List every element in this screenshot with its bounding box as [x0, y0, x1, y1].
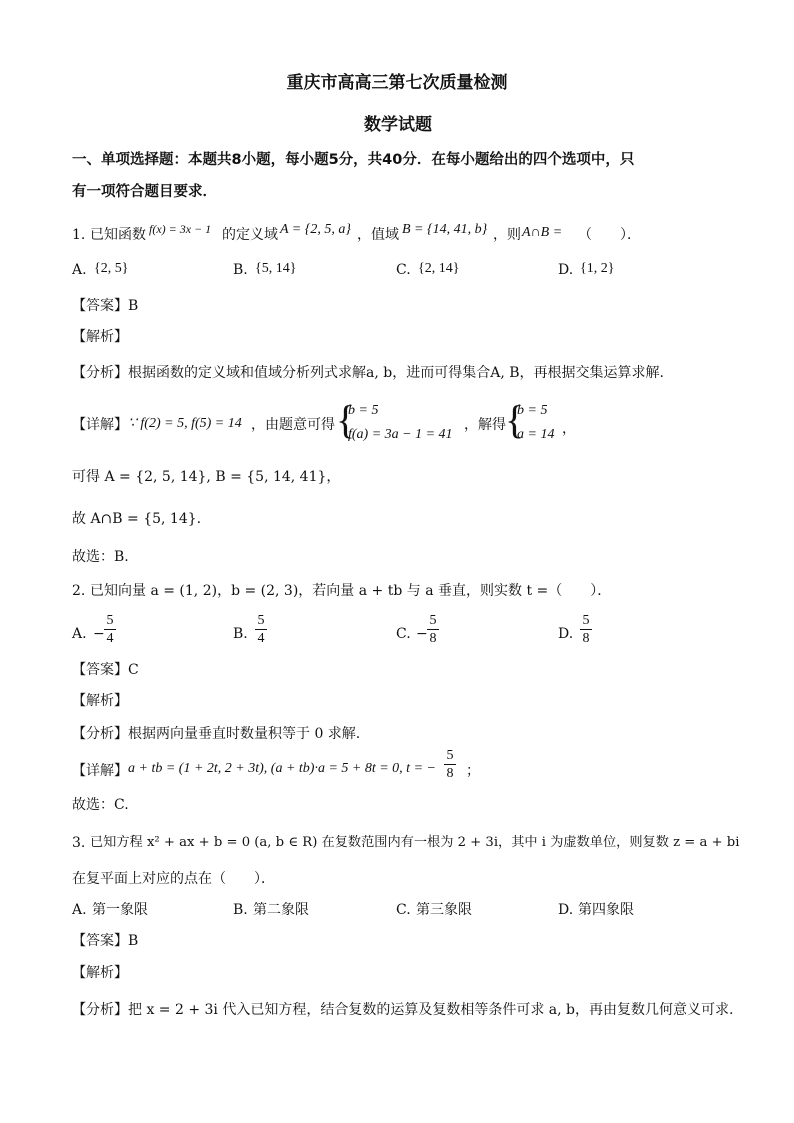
q1-system1-line2: f(a) = 3a − 1 = 41 — [348, 427, 453, 442]
q2-choose: 故选：C. — [72, 797, 129, 813]
q2-detail-fraction — [444, 748, 456, 781]
q3-fenxi: 把 x = 2 + 3i 代入已知方程，结合复数的运算及复数相等条件可求 a, b，再由复数几何意义可求. — [128, 1002, 734, 1018]
q2-option-b-label: B. — [233, 626, 248, 642]
q2-text: 已知向量 a = (1, 2)，b = (2, 3)，若向量 a + tb 与 a 垂直，则实数 t =（ ）． — [90, 583, 612, 599]
q2-option-d-label: D. — [558, 626, 574, 642]
q1-analysis-tag: 【解析】 — [72, 329, 128, 345]
q1-detail-tag: 【详解】 — [72, 417, 128, 433]
q2-option-d-fraction — [580, 613, 592, 646]
q1-option-a-label: A. — [72, 262, 87, 278]
q1-detail-d: ， — [562, 421, 576, 437]
q1-fenxi: 根据函数的定义域和值域分析列式求解a, b，进而可得集合A, B，再根据交集运算求解. — [128, 365, 664, 381]
q2-option-b-fraction — [255, 613, 267, 646]
q2-fenxi: 根据两向量垂直时数量积等于 0 求解. — [128, 726, 361, 742]
q3-option-d-label: D. — [558, 902, 574, 918]
q1-answer-tag: 【答案】 — [72, 298, 128, 314]
q3-option-b-value: 第二象限 — [253, 902, 309, 918]
q2-option-a-label: A. — [72, 626, 87, 642]
q1-option-b-value: {5, 14} — [255, 261, 297, 276]
q2-option-a-fraction — [104, 613, 116, 646]
q1-text-b: 的定义域 — [222, 227, 278, 243]
q2-detail-num: 5 — [446, 748, 454, 763]
q1-option-c-label: C. — [396, 262, 411, 278]
q1-system2-line2: a = 14 — [517, 427, 555, 442]
q1-option-d-value: {1, 2} — [580, 261, 615, 276]
q2-option-c-sign: − — [416, 626, 428, 642]
q3-answer-tag: 【答案】 — [72, 933, 128, 949]
q2-option-d-num: 5 — [582, 613, 590, 628]
q3-option-c-value: 第三象限 — [416, 902, 472, 918]
q2-detail-den: 8 — [446, 766, 454, 781]
q1-detail-c: ，解得 — [464, 417, 506, 433]
q1-fenxi-tag: 【分析】 — [72, 365, 128, 381]
q2-fenxi-tag: 【分析】 — [72, 726, 128, 742]
q3-text-a: 已知方程 x² + ax + b = 0 (a, b ∈ R) 在复数范围内有一根为 2 + 3i，其中 i 为虚数单位，则复数 z = a + bi — [90, 835, 740, 850]
q1-intersection: A∩B = — [522, 225, 563, 240]
q2-option-a-den: 4 — [106, 631, 114, 646]
q1-function: f(x) = 3x − 1 — [149, 222, 212, 236]
q2-answer: C — [128, 662, 139, 678]
q2-option-a-sign: − — [93, 626, 105, 642]
q1-option-a-value: {2, 5} — [94, 261, 129, 276]
q2-option-c-fraction — [427, 613, 439, 646]
q1-text-c: ，值域 — [357, 227, 399, 243]
q3-option-a-value: 第一象限 — [92, 902, 148, 918]
q2-option-c-label: C. — [396, 626, 411, 642]
q3-number: 3. — [72, 835, 86, 851]
page-subtitle: 数学试题 — [364, 115, 432, 135]
q2-detail-end: ； — [466, 763, 480, 779]
q2-answer-tag: 【答案】 — [72, 662, 128, 678]
q3-fenxi-tag: 【分析】 — [72, 1002, 128, 1018]
q1-system1-line1: b = 5 — [348, 403, 379, 418]
q2-option-b-num: 5 — [257, 613, 265, 628]
q3-analysis-tag: 【解析】 — [72, 965, 128, 981]
q1-detail-a: ∵ f(2) = 5, f(5) = 14 — [128, 416, 242, 431]
q2-option-d-den: 8 — [582, 631, 590, 646]
q1-text-d: ，则 — [493, 227, 521, 243]
q1-option-d-label: D. — [558, 262, 574, 278]
q1-system-brace-2: { — [505, 397, 525, 442]
q1-choose: 故选：B. — [72, 549, 129, 565]
q2-option-c-den: 8 — [429, 631, 437, 646]
q1-domain: A = {2, 5, a} — [280, 222, 351, 237]
q1-text-a: 已知函数 — [90, 227, 146, 243]
q1-paren: （ ）． — [578, 227, 641, 243]
q2-option-a-num: 5 — [106, 613, 114, 628]
q3-option-a-label: A. — [72, 902, 87, 918]
q3-option-d-value: 第四象限 — [578, 902, 634, 918]
q1-answer: B — [128, 298, 139, 314]
section-heading: 一、单项选择题：本题共8小题，每小题5分，共40分．在每小题给出的四个选项中，只 — [72, 152, 635, 168]
q1-range: B = {14, 41, b} — [402, 222, 488, 237]
q2-option-b-den: 4 — [257, 631, 265, 646]
q1-line2: 可得 A = {2, 5, 14}, B = {5, 14, 41}， — [72, 469, 341, 485]
q3-text-b: 在复平面上对应的点在（ ）． — [72, 871, 275, 887]
q3-option-c-label: C. — [396, 902, 411, 918]
q2-number: 2. — [72, 583, 86, 599]
q1-system-brace-1: { — [336, 397, 356, 442]
q1-option-b-label: B. — [233, 262, 248, 278]
q2-option-c-num: 5 — [429, 613, 437, 628]
section-heading-cont: 有一项符合题目要求． — [72, 184, 217, 200]
q2-analysis-tag: 【解析】 — [72, 693, 128, 709]
q3-option-b-label: B. — [233, 902, 248, 918]
q1-system2-line1: b = 5 — [517, 403, 548, 418]
q1-option-c-value: {2, 14} — [418, 261, 460, 276]
q1-number: 1. — [72, 227, 86, 243]
page-title: 重庆市高高三第七次质量检测 — [286, 73, 508, 93]
q2-detail-tag: 【详解】 — [72, 763, 128, 779]
q2-detail: a + tb = (1 + 2t, 2 + 3t), (a + tb)·a = 5 + 8t = 0, t = − — [128, 761, 436, 776]
q3-answer: B — [128, 933, 139, 949]
q1-line3: 故 A∩B = {5, 14}. — [72, 511, 202, 527]
q1-detail-b: ，由题意可得 — [251, 417, 335, 433]
